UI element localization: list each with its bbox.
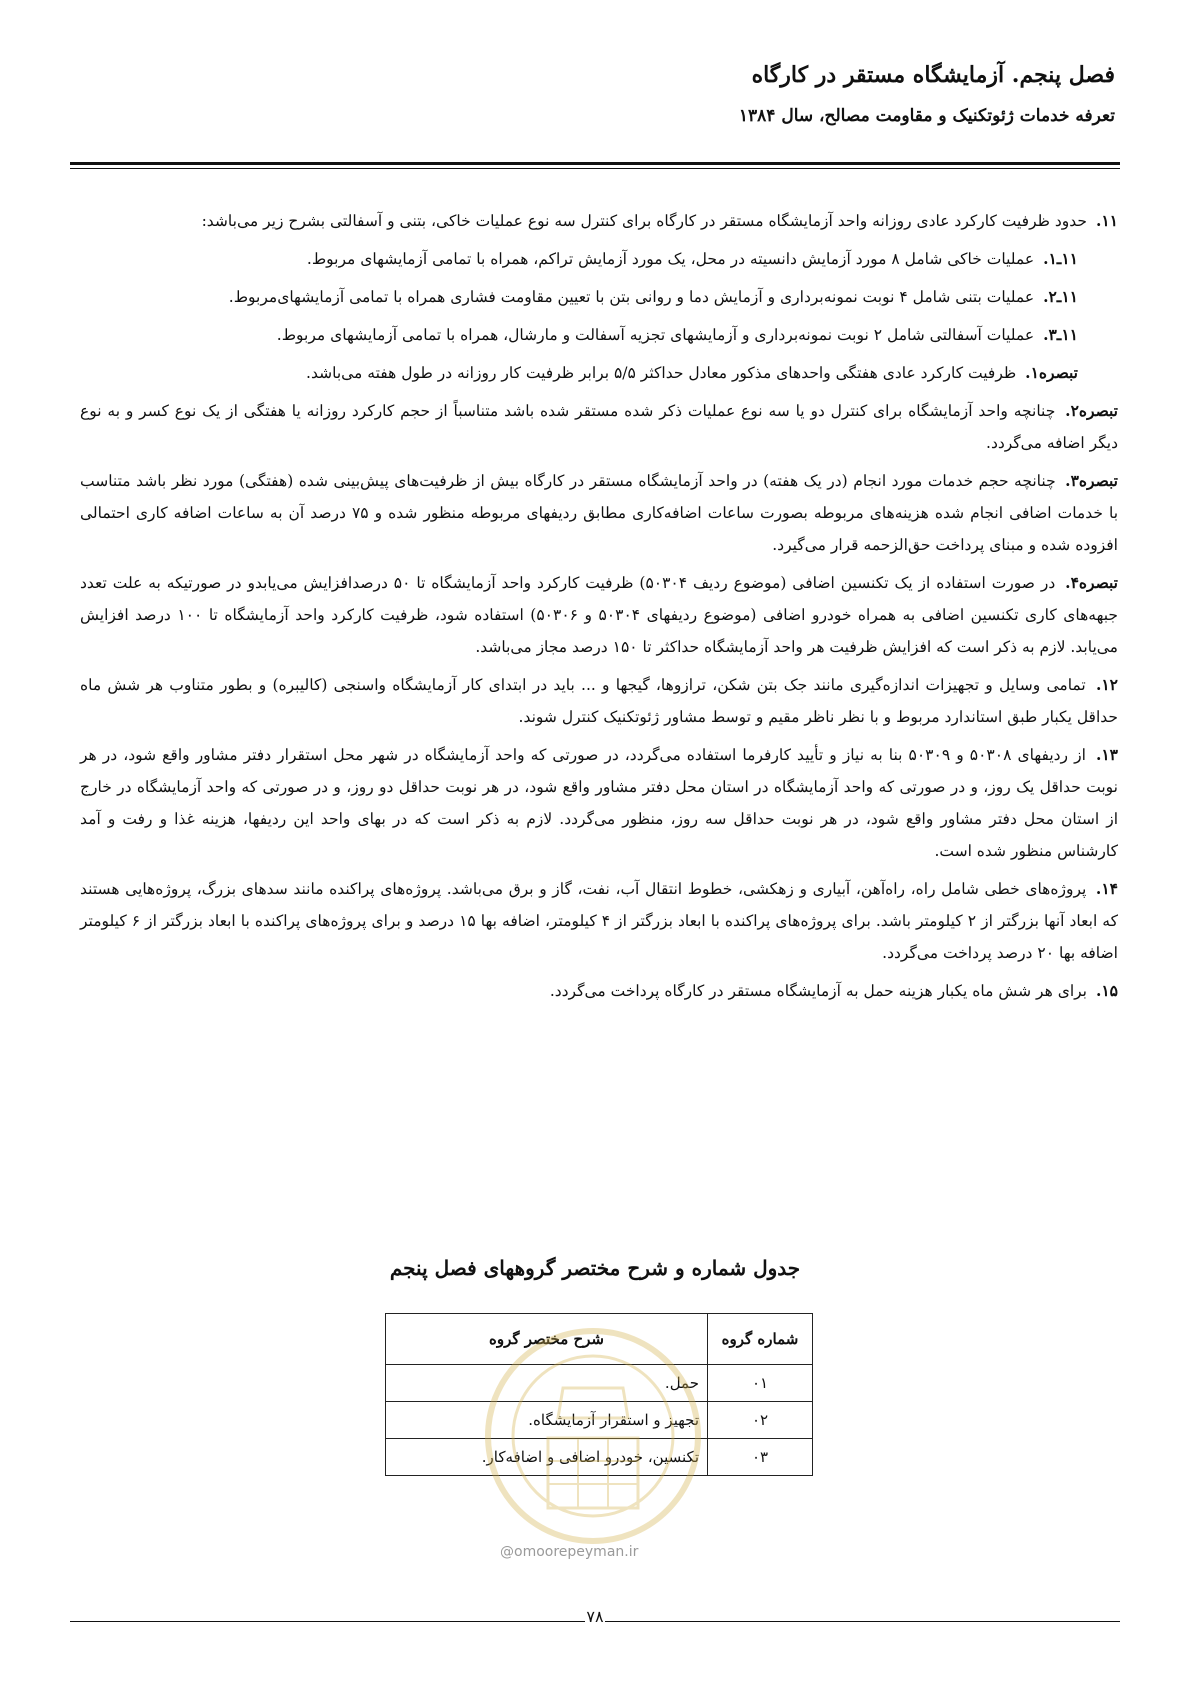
group-number-cell: ۰۱ xyxy=(708,1365,813,1402)
group-number-cell: ۰۳ xyxy=(708,1439,813,1476)
note-label: تبصره۲. xyxy=(1065,401,1118,420)
group-description-cell: تکنسین، خودرو اضافی و اضافه‌کار. xyxy=(386,1439,708,1476)
paragraph-11-3 xyxy=(80,319,1118,351)
paragraph-11-1 xyxy=(80,243,1118,275)
document-subtitle: تعرفه خدمات ژئوتکنیک و مقاومت مصالح، سال ۱۳۸۴ xyxy=(738,106,1115,126)
note-text: در صورت استفاده از یک تکنسین اضافی (موضوع ردیف ۵۰۳۰۴) ظرفیت کارکرد واحد آزمایشگاه تا ۵۰ درصدافزایش می‌یابدو در صورتیکه به علت تعدد جبهه‌های کاری تکنسین اضافی به همراه خودرو اضافی (موضوع ردیفهای ۵۰۳۰۴ و ۵۰۳۰۶) استفاده شود، ظرفیت کارکرد واحد آزمایشگاه تا ۱۰۰ درصد افزایش می‌یابد. لازم به ذکر است که افزایش ظرفیت هر واحد آزمایشگاه حداکثر تا ۱۵۰ درصد مجاز می‌باشد. xyxy=(80,574,1118,656)
table-row xyxy=(386,1439,813,1476)
paragraph-text: تمامی وسایل و تجهیزات اندازه‌گیری مانند جک بتن شکن، ترازوها، گیجها و ... باید در ابتدای کار آزمایشگاه واسنجی (کالیبره) و بطور متناوب هر شش ماه حداقل یکبار طبق استاندارد مربوط و با نظر ناظر مقیم و توسط مشاور ژئوتکنیک کنترل شوند. xyxy=(80,676,1118,726)
note-label: تبصره۱. xyxy=(1025,363,1078,382)
note-label: تبصره۴. xyxy=(1065,573,1118,592)
paragraph-12 xyxy=(80,669,1118,733)
header-rule-thin xyxy=(70,168,1120,169)
header-rule-thick xyxy=(70,162,1120,165)
paragraph-text: حدود ظرفیت کارکرد عادی روزانه واحد آزمایشگاه مستقر در کارگاه برای کنترل سه نوع عملیات خاکی، بتنی و آسفالتی بشرح زیر می‌باشد: xyxy=(201,212,1087,230)
paragraph-15 xyxy=(80,975,1118,1007)
note-2 xyxy=(80,395,1118,459)
note-1 xyxy=(80,357,1118,389)
table-row xyxy=(386,1402,813,1439)
group-description-cell: حمل. xyxy=(386,1365,708,1402)
main-content xyxy=(80,205,1118,1013)
page-number: ۷۸ xyxy=(586,1607,604,1626)
note-label: تبصره۳. xyxy=(1065,471,1118,490)
paragraph-number: ۱۳. xyxy=(1095,745,1118,764)
note-text: چنانچه حجم خدمات مورد انجام (در یک هفته) در واحد آزمایشگاه مستقر در کارگاه بیش از ظرفیت‌های پیش‌بینی شده (هفتگی) مورد نظر باشد متناسب با خدمات اضافی انجام شده هزینه‌های مربوطه بصورت ساعات اضافه‌کاری مطابق ردیفهای مربوطه منظور شده و ۷۵ درصد آن به ساعات اضافه کاری احتمالی افزوده شده و مبنای پرداخت حق‌الزحمه قرار می‌گیرد. xyxy=(80,472,1119,554)
paragraph-text: پروژه‌های خطی شامل راه، راه‌آهن، آبیاری و زهکشی، خطوط انتقال آب، نفت، گاز و برق می‌باشد. پروژه‌های پراکنده مانند سدهای بزرگ، پروژه‌هایی هستند که ابعاد آنها بزرگتر از ۲ کیلومتر باشد. برای پروژه‌های پراکنده با ابعاد بزرگتر از ۴ کیلومتر، اضافه بها ۱۵ درصد و برای پروژه‌های پراکنده با ابعاد بزرگتر از ۶ کیلومتر اضافه بها ۲۰ درصد پرداخت می‌گردد. xyxy=(80,880,1118,962)
table-row xyxy=(386,1365,813,1402)
paragraph-text: عملیات خاکی شامل ۸ مورد آزمایش دانسیته در محل، یک مورد آزمایش تراکم، همراه با تمامی آزمایشهای مربوط. xyxy=(306,250,1035,268)
chapter-title: فصل پنجم. آزمایشگاه مستقر در کارگاه xyxy=(751,62,1115,88)
page-header xyxy=(75,58,1115,130)
paragraph-number: ۱۱. xyxy=(1095,211,1118,230)
paragraph-number: ۱۴. xyxy=(1095,879,1118,898)
note-text: چنانچه واحد آزمایشگاه برای کنترل دو یا سه نوع عملیات ذکر شده مستقر شده باشد متناسباً از حجم کارکرد روزانه یا هفتگی از یک نوع کسر و به نوع دیگر اضافه می‌گردد. xyxy=(80,402,1118,452)
paragraph-11-2 xyxy=(80,281,1118,313)
table-header-row xyxy=(386,1314,813,1365)
watermark-site-text: @omoorepeyman.ir xyxy=(500,1544,639,1560)
paragraph-number: ۱۱ـ۲. xyxy=(1043,287,1078,306)
paragraph-14 xyxy=(80,873,1118,969)
paragraph-number: ۱۵. xyxy=(1095,981,1118,1000)
paragraph-text: عملیات آسفالتی شامل ۲ نوبت نمونه‌برداری و آزمایشهای تجزیه آسفالت و مارشال، همراه با تمامی آزمایشهای مربوط. xyxy=(276,326,1035,344)
paragraph-number: ۱۱ـ۳. xyxy=(1043,325,1078,344)
paragraph-text: عملیات بتنی شامل ۴ نوبت نمونه‌برداری و آزمایش دما و روانی بتن با تعیین مقاومت فشاری همراه با تمامی آزمایشهای‌مربوط. xyxy=(228,288,1035,306)
paragraph-number: ۱۲. xyxy=(1095,675,1118,694)
groups-table xyxy=(385,1313,813,1476)
table-title: جدول شماره و شرح مختصر گروههای فصل پنجم xyxy=(389,1256,801,1280)
note-text: ظرفیت کارکرد عادی هفتگی واحدهای مذکور معادل حداکثر ۵/۵ برابر ظرفیت کار روزانه در طول هفته می‌باشد. xyxy=(306,364,1017,382)
group-number-cell: ۰۲ xyxy=(708,1402,813,1439)
paragraph-number: ۱۱ـ۱. xyxy=(1043,249,1078,268)
column-header-number: شماره گروه xyxy=(708,1314,813,1365)
column-header-description: شرح مختصر گروه xyxy=(386,1314,708,1365)
note-3 xyxy=(80,465,1118,561)
paragraph-11 xyxy=(80,205,1118,237)
group-description-cell: تجهیز و استقرار آزمایشگاه. xyxy=(386,1402,708,1439)
paragraph-text: برای هر شش ماه یکبار هزینه حمل به آزمایشگاه مستقر در کارگاه پرداخت می‌گردد. xyxy=(549,982,1087,1000)
paragraph-13 xyxy=(80,739,1118,867)
note-4 xyxy=(80,567,1118,663)
paragraph-text: از ردیفهای ۵۰۳۰۸ و ۵۰۳۰۹ بنا به نیاز و تأیید کارفرما استفاده می‌گردد، در صورتی که واحد آزمایشگاه در شهر محل استقرار دفتر مشاور واقع شود، در هر نوبت حداقل یک روز، و در صورتی که واحد آزمایشگاه در استان محل دفتر مشاور واقع شود، در هر نوبت حداقل دو روز، و در صورتی که واحد آزمایشگاه در خارج از استان محل دفتر مشاور واقع شود، در هر نوبت حداقل سه روز، منظور می‌گردد. لازم به ذکر است که در بهای واحد این ردیفها، هزینه غذا و رفت و آمد کارشناس منظور شده است. xyxy=(80,746,1118,860)
